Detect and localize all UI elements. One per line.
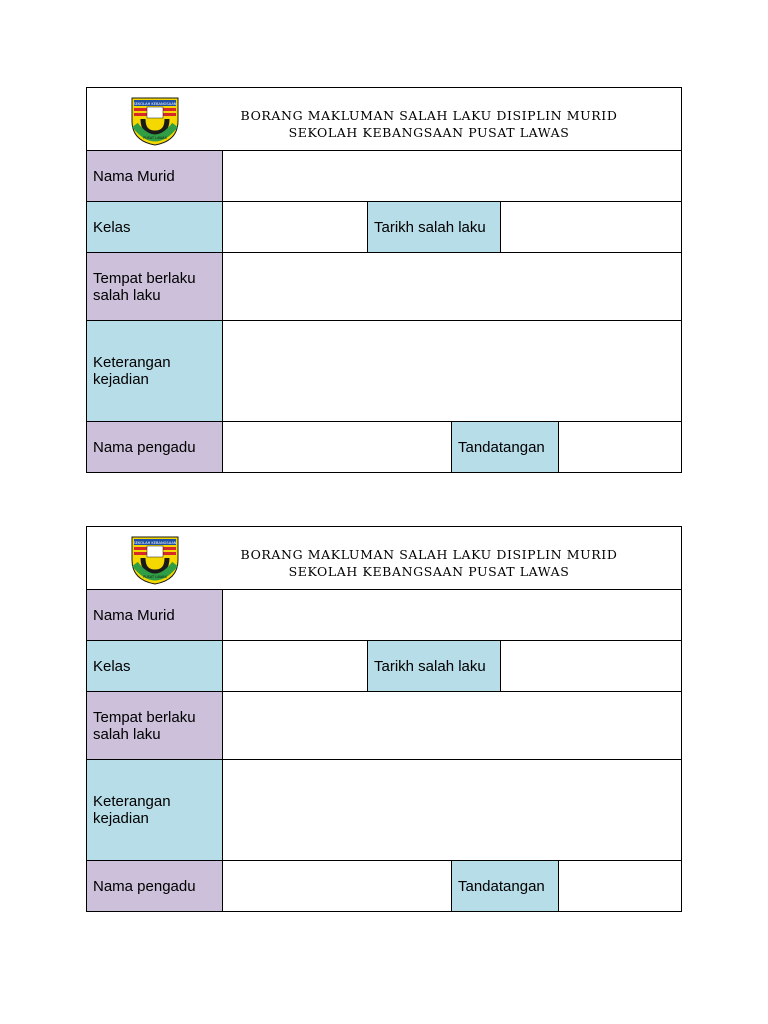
label-tempat-line2: salah laku [93, 286, 161, 304]
label-tandatangan: Tandatangan [451, 861, 558, 911]
label-tempat [87, 692, 222, 759]
field-tandatangan[interactable] [558, 422, 681, 472]
label-kelas: Kelas [87, 202, 222, 252]
label-tarikh: Tarikh salah laku [367, 641, 500, 691]
school-crest-icon [129, 534, 181, 586]
field-kelas[interactable] [222, 641, 367, 691]
label-kelas: Kelas [87, 641, 222, 691]
field-keterangan[interactable] [222, 321, 681, 421]
disciplinary-form-1 [86, 87, 682, 473]
field-tarikh[interactable] [500, 641, 681, 691]
label-nama-pengadu: Nama pengadu [87, 861, 222, 911]
row-pengadu [87, 860, 681, 911]
label-tempat [87, 253, 222, 320]
row-pengadu [87, 421, 681, 472]
field-keterangan[interactable] [222, 760, 681, 860]
form-title [217, 546, 641, 580]
crest-bottom-text: PUSAT LAWAS [143, 136, 167, 140]
row-kelas [87, 201, 681, 252]
label-tempat-line1: Tempat berlaku [93, 269, 196, 287]
label-keterangan-line1: Keterangan [93, 354, 171, 371]
label-tempat-line1: Tempat berlaku [93, 708, 196, 726]
form-title-line1: BORANG MAKLUMAN SALAH LAKU DISIPLIN MURID [240, 547, 618, 562]
form-header [87, 88, 681, 150]
crest-top-text: SEKOLAH KEBANGSAAN [133, 541, 177, 545]
label-keterangan-line2: kejadian [93, 371, 149, 388]
disciplinary-form-2 [86, 526, 682, 912]
field-tempat[interactable] [222, 253, 681, 320]
row-nama-murid [87, 150, 681, 201]
row-keterangan [87, 320, 681, 421]
label-keterangan-line1: Keterangan [93, 793, 171, 810]
crest-top-text: SEKOLAH KEBANGSAAN [133, 102, 177, 106]
field-tempat[interactable] [222, 692, 681, 759]
field-nama-pengadu[interactable] [222, 422, 451, 472]
row-keterangan [87, 759, 681, 860]
field-tandatangan[interactable] [558, 861, 681, 911]
field-nama-murid[interactable] [222, 151, 681, 201]
form-title-line1: BORANG MAKLUMAN SALAH LAKU DISIPLIN MURID [240, 108, 618, 123]
label-tarikh: Tarikh salah laku [367, 202, 500, 252]
label-keterangan [87, 321, 222, 421]
row-nama-murid [87, 589, 681, 640]
label-nama-murid: Nama Murid [87, 590, 222, 640]
label-tempat-line2: salah laku [93, 725, 161, 743]
form-title-line2: SEKOLAH KEBANGSAAN PUSAT LAWAS [288, 564, 570, 579]
label-nama-pengadu: Nama pengadu [87, 422, 222, 472]
label-nama-murid: Nama Murid [87, 151, 222, 201]
label-keterangan-line2: kejadian [93, 810, 149, 827]
row-kelas [87, 640, 681, 691]
school-crest-icon [129, 95, 181, 147]
row-tempat [87, 252, 681, 320]
form-title [217, 107, 641, 141]
label-keterangan [87, 760, 222, 860]
row-tempat [87, 691, 681, 759]
crest-bottom-text: PUSAT LAWAS [143, 575, 167, 579]
label-tandatangan: Tandatangan [451, 422, 558, 472]
field-nama-pengadu[interactable] [222, 861, 451, 911]
field-kelas[interactable] [222, 202, 367, 252]
field-tarikh[interactable] [500, 202, 681, 252]
form-title-line2: SEKOLAH KEBANGSAAN PUSAT LAWAS [288, 125, 570, 140]
form-header [87, 527, 681, 589]
field-nama-murid[interactable] [222, 590, 681, 640]
